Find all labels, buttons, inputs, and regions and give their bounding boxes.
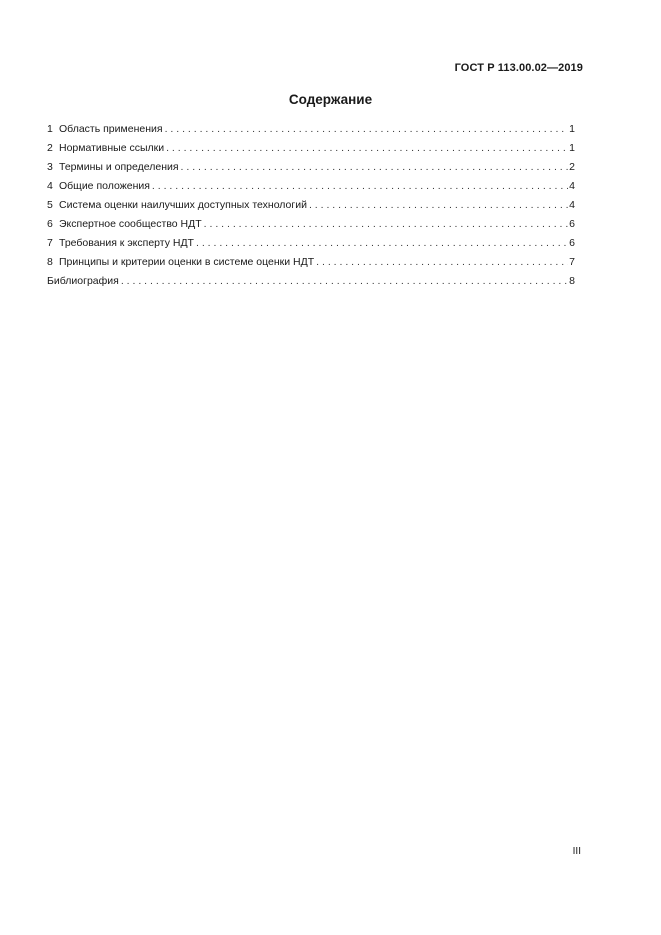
toc-item-1[interactable] xyxy=(47,120,575,139)
toc-item-page: 6 xyxy=(569,218,575,230)
toc-item-page: 1 xyxy=(569,123,575,135)
toc-leader-dots xyxy=(121,272,568,291)
toc-leader-dots xyxy=(204,215,569,234)
toc-item-7[interactable] xyxy=(47,234,575,253)
toc-item-page: 4 xyxy=(569,180,575,192)
toc-item-number: 7 xyxy=(47,237,53,249)
toc-title: Содержание xyxy=(288,92,373,107)
toc-leader-dots xyxy=(165,120,569,139)
toc-item-number: 2 xyxy=(47,142,53,154)
toc-item-number: 4 xyxy=(47,180,53,192)
toc-item-8[interactable] xyxy=(47,253,575,272)
toc-item-bibliography[interactable] xyxy=(47,272,575,291)
toc-item-4[interactable] xyxy=(47,177,575,196)
toc-item-page: 8 xyxy=(569,275,575,287)
toc-leader-dots xyxy=(166,139,568,158)
toc-item-page: 7 xyxy=(569,256,575,268)
toc-item-5[interactable] xyxy=(47,196,575,215)
toc-item-number: 3 xyxy=(47,161,53,173)
toc-item-text: Общие положения xyxy=(59,180,150,192)
document-code: ГОСТ Р 113.00.02—2019 xyxy=(454,62,583,74)
toc-item-text: Термины и определения xyxy=(59,161,179,173)
toc-leader-dots xyxy=(152,177,568,196)
toc-item-text: Система оценки наилучших доступных технологий xyxy=(59,199,307,211)
toc-item-text: Библиография xyxy=(47,275,119,287)
toc-item-6[interactable] xyxy=(47,215,575,234)
toc-item-page: 4 xyxy=(569,199,575,211)
toc-item-page: 1 xyxy=(569,142,575,154)
toc-item-text: Экспертное сообщество НДТ xyxy=(59,218,202,230)
toc-item-text: Принципы и критерии оценки в системе оценки НДТ xyxy=(59,256,315,268)
page-number: III xyxy=(572,846,581,857)
toc-leader-dots xyxy=(309,196,568,215)
toc-item-number: 8 xyxy=(47,256,53,268)
toc-item-number: 5 xyxy=(47,199,53,211)
toc-item-2[interactable] xyxy=(47,139,575,158)
toc-item-number: 1 xyxy=(47,123,53,135)
toc-item-page: 6 xyxy=(569,237,575,249)
toc-item-text: Область применения xyxy=(59,123,163,135)
toc-item-text: Нормативные ссылки xyxy=(59,142,165,154)
toc-leader-dots xyxy=(196,234,568,253)
toc-item-3[interactable] xyxy=(47,158,575,177)
toc-leader-dots xyxy=(316,253,568,272)
toc-leader-dots xyxy=(181,158,569,177)
toc-item-text: Требования к эксперту НДТ xyxy=(59,237,194,249)
toc-item-page: 2 xyxy=(569,161,575,173)
table-of-contents xyxy=(47,120,575,291)
toc-item-number: 6 xyxy=(47,218,53,230)
